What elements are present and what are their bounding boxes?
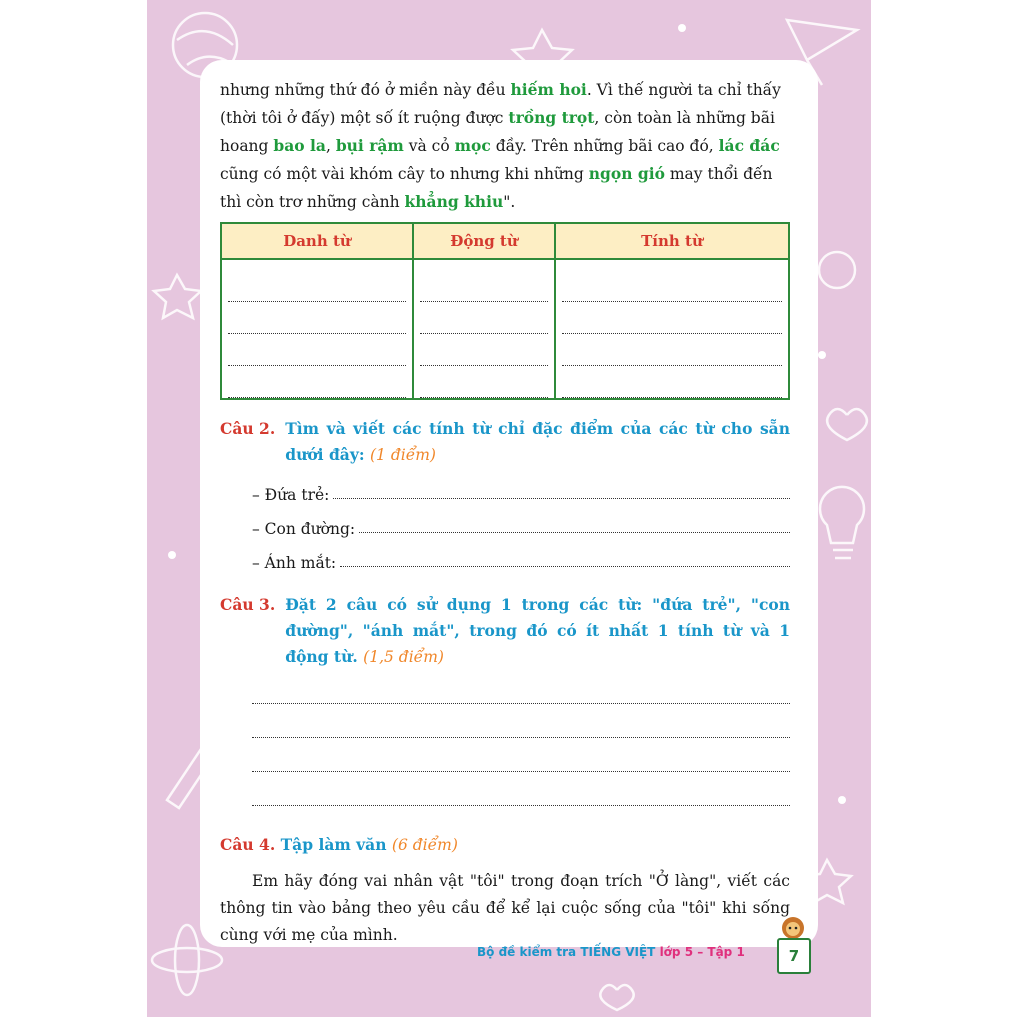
question-3 — [220, 592, 790, 670]
footer-grade: lớp 5 – Tập 1 — [659, 945, 745, 959]
answer-line[interactable] — [252, 470, 790, 504]
highlighted-word: hiếm hoi — [510, 80, 587, 99]
question-4 — [220, 832, 790, 858]
question-3-text: Đặt 2 câu có sử dụng 1 trong các từ: "đứa trẻ", "con đường", "ánh mắt", trong đó có ít nhất 1 tính từ và 1 động từ. — [285, 595, 790, 666]
lion-mascot-icon — [779, 914, 807, 940]
writing-line[interactable] — [252, 704, 790, 738]
header-verb: Động từ — [413, 223, 555, 259]
highlighted-word: mọc — [454, 136, 491, 155]
writing-line[interactable] — [252, 738, 790, 772]
page-number: 7 — [777, 938, 811, 974]
star-doodle-icon-2 — [154, 275, 201, 318]
highlighted-word: ngọn gió — [588, 164, 665, 183]
header-noun: Danh từ — [221, 223, 413, 259]
heart-doodle-icon — [827, 409, 867, 440]
verb-answer-cell[interactable] — [413, 259, 555, 399]
highlighted-word: trồng trọt — [508, 108, 595, 127]
question-4-points: (6 điểm) — [391, 836, 458, 854]
passage-segment: . Vì thế người ta chỉ thấy (thời tôi ở đấy) một số ít ruộng được — [220, 81, 781, 127]
footer-book: Bộ đề kiểm tra TIẾNG VIỆT — [477, 945, 656, 959]
question-2-text: Tìm và viết các tính từ chỉ đặc điểm của các từ cho sẵn dưới đây: — [285, 419, 790, 464]
question-2 — [220, 416, 790, 468]
footer-title — [477, 945, 745, 959]
page-background — [147, 0, 871, 1017]
header-adjective: Tính từ — [555, 223, 789, 259]
question-2-points: (1 điểm) — [369, 446, 436, 464]
highlighted-word: khẳng khiu — [404, 192, 504, 211]
answer-line[interactable] — [252, 504, 790, 538]
word-classification-table — [220, 222, 790, 400]
answer-label: – Con đường: — [252, 520, 356, 538]
highlighted-word: bao la — [273, 136, 326, 155]
passage-segment: , — [325, 137, 336, 155]
writing-line[interactable] — [252, 772, 790, 806]
lightbulb-doodle-icon — [820, 487, 864, 558]
answer-line[interactable] — [252, 538, 790, 572]
passage-segment: , còn toàn là những bãi hoang — [220, 109, 775, 155]
passage-segment: đầy. Trên những bãi cao đó, — [490, 137, 719, 155]
question-4-text: Tập làm văn — [280, 835, 387, 854]
answer-label: – Ánh mắt: — [252, 554, 337, 572]
question-3-points: (1,5 điểm) — [363, 648, 444, 666]
passage-segment: nhưng những thứ đó ở miền này đều — [220, 81, 511, 99]
passage-segment: và cỏ — [403, 137, 455, 155]
highlighted-word: bụi rậm — [335, 136, 404, 155]
question-3-number: Câu 3. — [220, 595, 276, 614]
content-card — [200, 60, 818, 947]
highlighted-word: lác đác — [718, 136, 780, 155]
writing-line[interactable] — [252, 670, 790, 704]
passage-segment: may thổi đến thì còn trơ những cành — [220, 165, 773, 211]
noun-answer-cell[interactable] — [221, 259, 413, 399]
passage-text — [220, 76, 790, 216]
passage-segment: cũng có một vài khóm cây to nhưng khi những — [220, 165, 589, 183]
question-4-number: Câu 4. — [220, 835, 276, 854]
question-4-body: Em hãy đóng vai nhân vật "tôi" trong đoạn trích "Ở làng", viết các thông tin vào bảng theo yêu cầu để kể lại cuộc sống của "tôi" khi sống cùng với mẹ của mình. — [220, 872, 790, 944]
answer-label: – Đứa trẻ: — [252, 486, 330, 504]
passage-segment: ". — [503, 193, 516, 211]
adjective-answer-cell[interactable] — [555, 259, 789, 399]
question-2-number: Câu 2. — [220, 419, 276, 438]
